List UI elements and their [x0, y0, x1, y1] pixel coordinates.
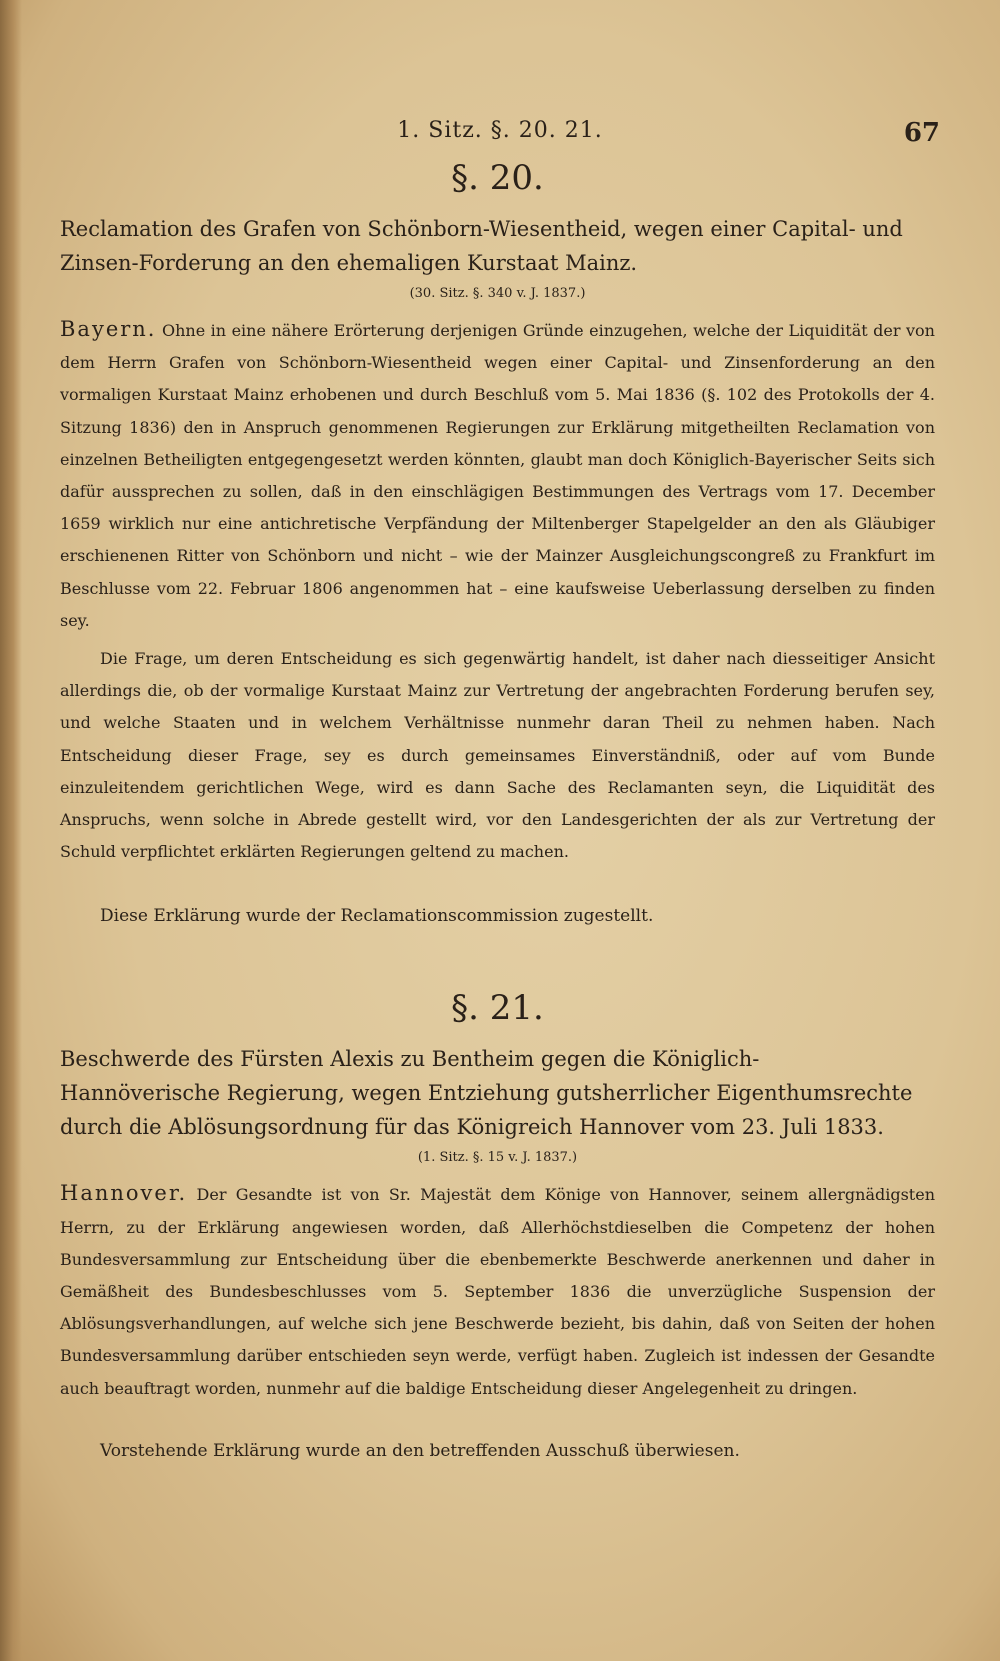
section-21-number: §. 21. — [451, 988, 544, 1029]
book-spine-shadow — [0, 0, 22, 1661]
page-number: 67 — [903, 118, 940, 148]
page-content — [60, 158, 935, 1461]
section-21-reference: (1. Sitz. §. 15 v. J. 1837.) — [417, 1150, 578, 1166]
section-20-paragraph-1-text: Ohne in eine nähere Erörterung derjenigen Gründe einzugehen, welche der Liquidität der von dem Herrn Grafen von Schönborn-Wiesentheid wegen einer Capital- und Zinsenforderung an den vormaligen Kurstaat Mainz erhobenen und durch Beschluß vom 5. Mai 1836 (§. 102 des Protokolls der 4. Sitzung 1836) den in Anspruch genommenen Regierungen zur Erklärung mitgetheilten Reclamation von einzelnen Betheiligten entgegengesetzt werden könnten, glaubt man doch Königlich-Bayerischer Seits sich dafür aussprechen zu sollen, daß in den einschlägigen Bestimmungen des Vertrags vom 17. December 1659 wirklich nur eine antichretische Verpfändung der Miltenberger Stapelgelder an den als Gläubiger erschienenen Ritter von Schönborn und nicht – wie der Mainzer Ausgleichungscongreß zu Frankfurt im Beschlusse vom 22. Februar 1806 angenommen hat – eine kaufsweise Ueberlassung derselben zu finden sey. — [60, 321, 935, 630]
section-20-speaker: Bayern. — [60, 317, 157, 341]
section-20-paragraph-2: Die Frage, um deren Entscheidung es sich gegenwärtig handelt, ist daher nach diesseitiger Ansicht allerdings die, ob der vormalige Kurstaat Mainz zur Vertretung der angebrachten Forderung berufen sey, und welche Staaten und in welchem Verhältnisse nunmehr daran Theil zu nehmen haben. Nach Entscheidung dieser Frage, sey es durch gemeinsames Einverständniß, oder auf vom Bunde einzuleitendem gerichtlichen Wege, wird es dann Sache des Reclamanten seyn, die Liquidität des Anspruchs, wenn solche in Abrede gestellt wird, vor den Landesgerichten der als zur Vertretung der Schuld verpflichtet erklärten Regierungen geltend zu machen. — [60, 649, 935, 862]
section-21-paragraph-1 — [60, 1177, 935, 1404]
section-21-title: Beschwerde des Fürsten Alexis zu Bentheim gegen die Königlich-Hannöverische Regierung, wegen Entziehung gutsherrlicher Eigenthumsrechte durch die Ablösungsordnung für das Königreich Hannover vom 23. Juli 1833. — [60, 1047, 913, 1140]
section-21-paragraph-1-text: Der Gesandte ist von Sr. Majestät dem Könige von Hannover, seinem allergnädigsten Herrn, zu der Erklärung angewiesen worden, daß Allerhöchstdieselben die Competenz der hohen Bundesversammlung zur Entscheidung über die ebenbemerkte Beschwerde anerkennen und daher in Gemäßheit des Bundesbeschlusses vom 5. September 1836 die unverzügliche Suspension der Ablösungsverhandlungen, auf welche sich jene Beschwerde bezieht, bis dahin, daß von Seiten der hohen Bundesversammlung darüber entschieden seyn werde, verfügt haben. Zugleich ist indessen der Gesandte auch beauftragt worden, nunmehr auf die baldige Entscheidung dieser Angelegenheit zu dringen. — [60, 1185, 935, 1398]
page-header — [60, 118, 940, 148]
section-20-reference: (30. Sitz. §. 340 v. J. 1837.) — [409, 286, 586, 301]
section-21-speaker: Hannover. — [60, 1181, 188, 1206]
running-head: 1. Sitz. §. 20. 21. — [397, 118, 603, 143]
section-20-note: Diese Erklärung wurde der Reclamationscommission zugestellt. — [100, 906, 654, 927]
section-20-paragraph-1 — [60, 313, 935, 637]
section-21-note: Vorstehende Erklärung wurde an den betreffenden Ausschuß überwiesen. — [100, 1440, 740, 1461]
section-20-title: Reclamation des Grafen von Schönborn-Wiesentheid, wegen einer Capital- und Zinsen-Forderung an den ehemaligen Kurstaat Mainz. — [60, 217, 903, 275]
section-20-number: §. 20. — [451, 158, 544, 198]
